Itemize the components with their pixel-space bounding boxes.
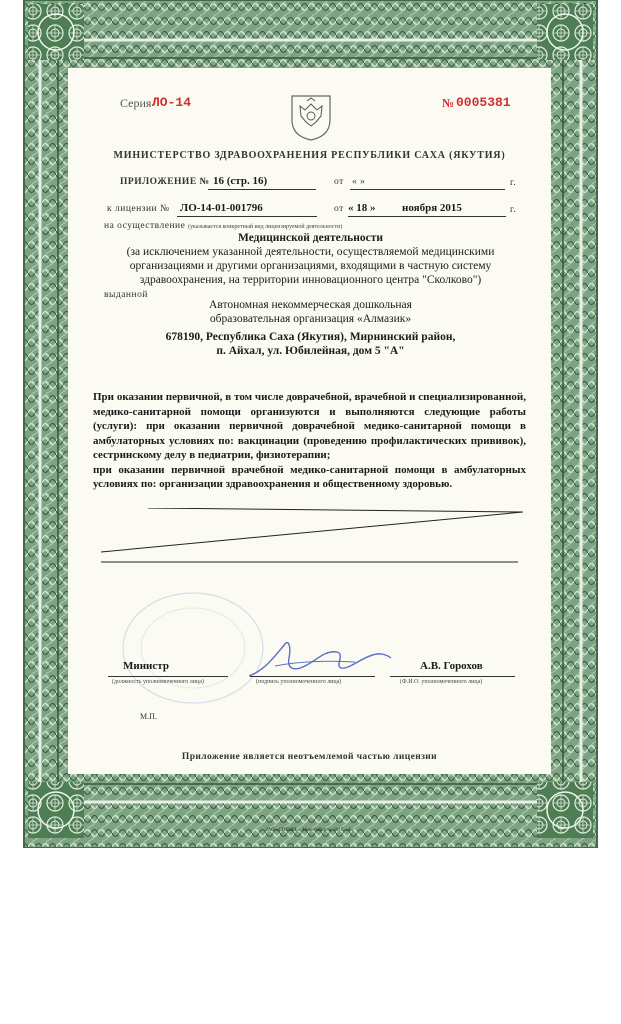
blank-area-strike — [93, 508, 526, 566]
signature-hint: (подпись уполномоченного лица) — [256, 679, 342, 685]
appendix-from-label: от — [334, 177, 344, 187]
series-value: ЛО-14 — [152, 95, 192, 110]
activity-line: организациями и другими организациями, входящими в частную систему — [129, 260, 492, 272]
stamp-place-label: М.П. — [140, 712, 157, 721]
license-label: к лицензии № — [107, 204, 170, 214]
appendix-year-suffix: г. — [510, 178, 517, 188]
appendix-date: « » — [352, 177, 366, 187]
issued-label: выданной — [104, 290, 148, 300]
license-month-year: ноября 2015 — [402, 202, 462, 214]
position-hint: (должность уполномоченного лица) — [112, 679, 204, 685]
license-from-label: от — [334, 204, 344, 214]
activity-label: на осуществление — [104, 221, 186, 231]
activity-title: Медицинской деятельности — [238, 232, 383, 244]
number-sign: № — [442, 96, 455, 110]
activity-line: (за исключением указанной деятельности, осуществляемой медицинскими — [126, 246, 495, 258]
coat-of-arms-icon — [288, 90, 334, 142]
org-address-line: п. Айхал, ул. Юбилейная, дом 5 "А" — [216, 345, 405, 357]
services-paragraph: При оказании первичной, в том числе доврачебной, врачебной и специализированной, медико-санитарной помощи организуются и выполняются следующие работы (услуги): при оказании первичной доврачебной медико-санитарной помощи в амбулаторных условиях по: вакцинации (проведению профилактических прививок), сестринскому делу в педиатрии, физиотерапии; — [93, 391, 526, 461]
license-day: « 18 » — [348, 202, 376, 214]
signer-name: А.В. Горохов — [420, 660, 483, 672]
services-paragraph: при оказании первичной врачебной медико-санитарной помощи в амбулаторных условиях по: организации здравоохранения и общественному здоровью. — [93, 463, 526, 490]
org-address-line: 678190, Республика Саха (Якутия), Мирнинский район, — [165, 331, 456, 343]
appendix-label: ПРИЛОЖЕНИЕ № — [120, 177, 210, 187]
appendix-value: 16 (стр. 16) — [213, 175, 268, 187]
org-name-line: Автономная некоммерческая дошкольная — [209, 299, 412, 311]
activity-line: здравоохранения, на территории инновационного центра "Сколково") — [139, 274, 482, 286]
ministry-name: МИНИСТЕРСТВО ЗДРАВООХРАНЕНИЯ РЕСПУБЛИКИ САХА (ЯКУТИЯ) — [113, 150, 506, 161]
corner-rosette — [537, 4, 593, 60]
blank-number: 0005381 — [456, 95, 511, 110]
license-year-suffix: г. — [510, 205, 517, 215]
name-hint: (Ф.И.О. уполномоченного лица) — [400, 679, 483, 685]
corner-rosette — [28, 4, 84, 60]
printer-imprint: ЗАО «СИБИРЬ», Новосибирск, 2015, «Б» — [265, 828, 354, 833]
signer-position: Министр — [123, 660, 169, 672]
series-label: Серия — [120, 96, 152, 110]
services-text — [93, 390, 526, 492]
license-number: ЛО-14-01-001796 — [180, 202, 263, 214]
org-name-line: образовательная организация «Алмазик» — [209, 313, 412, 325]
activity-hint: (указывается конкретный вид лицензируемой деятельности) — [188, 224, 343, 230]
footer-note: Приложение является неотъемлемой частью лицензии — [181, 752, 438, 762]
